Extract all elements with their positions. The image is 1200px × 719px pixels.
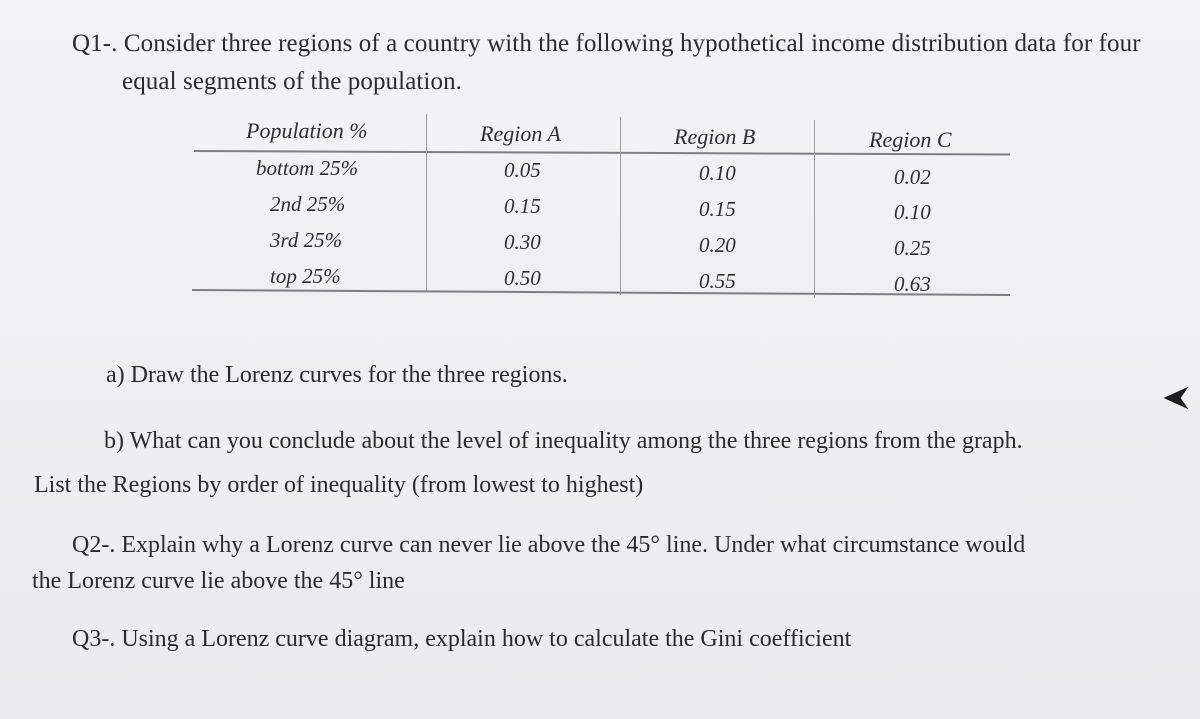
table-cell: 0.50 (504, 266, 541, 290)
table-cell: 0.15 (504, 194, 541, 218)
table-cell: 0.15 (699, 197, 736, 221)
table-header-population: Population % (246, 118, 368, 143)
table-header-region-c: Region C (869, 127, 952, 152)
part-b-line2: List the Regions by order of inequality (from lowest to highest) (34, 472, 644, 498)
table-divider-1 (426, 114, 427, 292)
table-cell: 0.02 (894, 165, 931, 189)
table-cell: 0.30 (504, 230, 541, 254)
q3-text: Q3-. Using a Lorenz curve diagram, explain how to calculate the Gini coefficient (72, 626, 852, 652)
q2-line2: the Lorenz curve lie above the 45° line (32, 568, 405, 594)
q1-line1: Q1-. Consider three regions of a country with the following hypothetical income distribution data for four (72, 30, 1141, 57)
table-divider-2 (620, 117, 621, 295)
q2-line1: Q2-. Explain why a Lorenz curve can never lie above the 45° line. Under what circumstance would (72, 532, 1026, 558)
q1-line2: equal segments of the population. (122, 68, 463, 95)
part-b-line1: b) What can you conclude about the level of inequality among the three regions from the graph. (104, 428, 1023, 454)
table-bottom-rule (192, 289, 1010, 295)
table-cell: 3rd 25% (270, 228, 343, 252)
table-cell: 0.63 (894, 272, 931, 296)
table-cell: bottom 25% (256, 156, 359, 180)
table-cell: 0.55 (699, 269, 736, 293)
cursor-arrow-icon (1163, 386, 1189, 415)
table-cell: 0.20 (699, 233, 736, 257)
table-cell: 2nd 25% (270, 192, 346, 216)
table-header-region-a: Region A (480, 121, 561, 146)
table-divider-3 (814, 120, 815, 298)
table-cell: 0.05 (504, 158, 541, 182)
table-cell: 0.10 (699, 161, 736, 185)
table-cell: 0.10 (894, 200, 931, 224)
table-cell: 0.25 (894, 236, 931, 260)
income-distribution-table (190, 112, 1012, 302)
table-header-region-b: Region B (674, 124, 756, 149)
table-cell: top 25% (270, 264, 341, 288)
part-a-text: a) Draw the Lorenz curves for the three regions. (106, 362, 568, 388)
